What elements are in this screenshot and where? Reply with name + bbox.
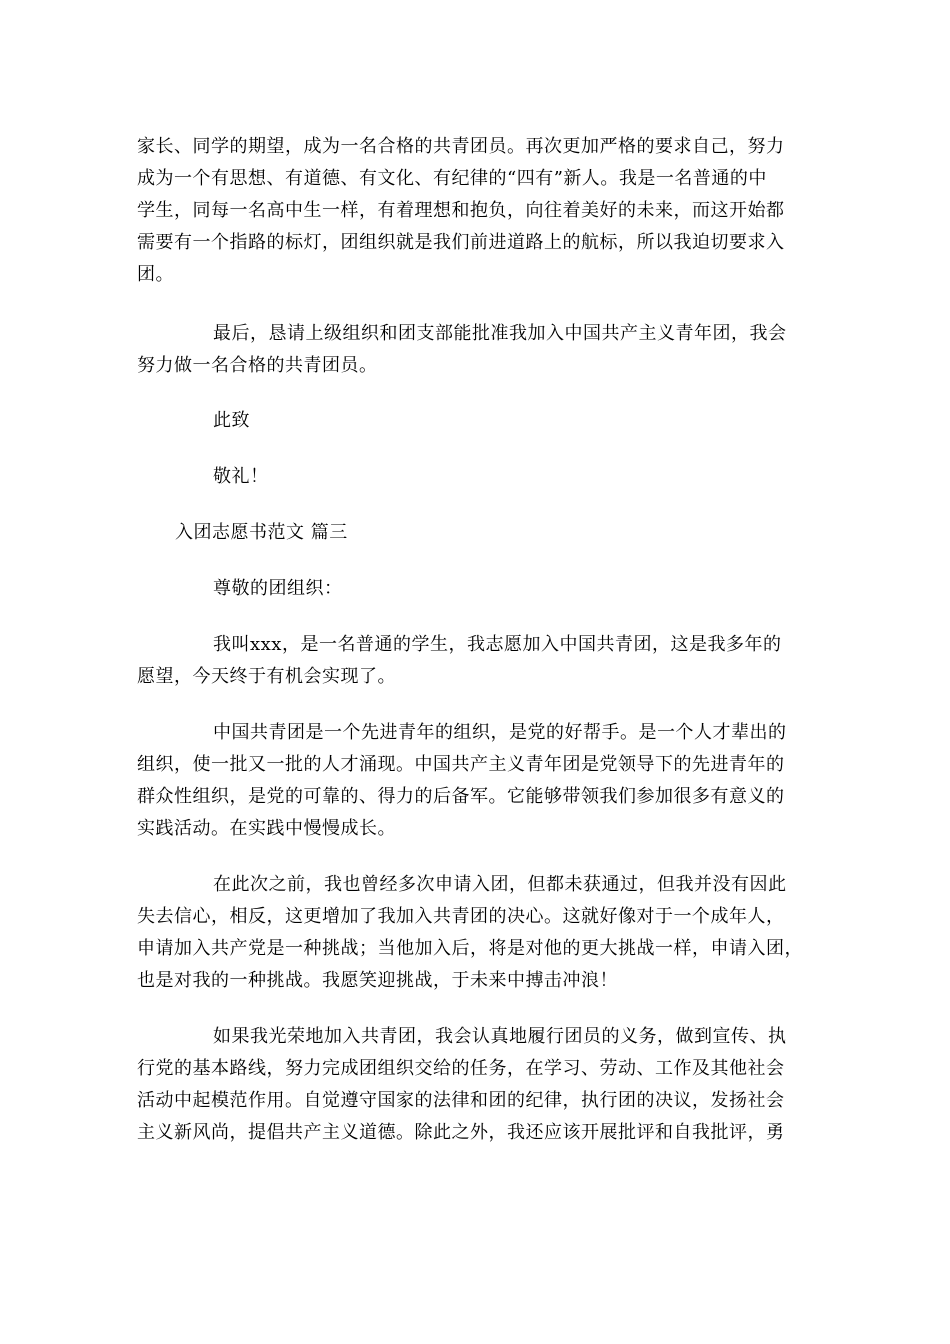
text-line: 中国共青团是一个先进青年的组织，是党的好帮手。是一个人才辈出的 — [213, 722, 787, 743]
text-line: 群众性组织，是党的可靠的、得力的后备军。它能够带领我们参加很多有意义的 — [137, 786, 785, 807]
text-line: 行党的基本路线，努力完成团组织交给的任务，在学习、劳动、工作及其他社会 — [137, 1058, 785, 1079]
section-heading — [137, 517, 855, 549]
text-line: 敬礼！ — [213, 466, 269, 487]
text-line: 活动中起模范作用。自觉遵守国家的法律和团的纪律，执行团的决议，发扬社会 — [137, 1090, 785, 1111]
paragraph-request — [137, 318, 893, 382]
paragraph-league-description — [137, 717, 893, 845]
paragraph-commitment — [137, 1021, 893, 1149]
text-line: 尊敬的团组织： — [213, 578, 343, 599]
closing-regards — [137, 461, 893, 493]
text-line: 主义新风尚，提倡共产主义道德。除此之外，我还应该开展批评和自我批评，勇 — [137, 1122, 785, 1143]
text-line: 努力做一名合格的共青团员。 — [137, 355, 378, 376]
text-line: 失去信心，相反，这更增加了我加入共青团的决心。这就好像对于一个成年人， — [137, 906, 785, 927]
text-line: 如果我光荣地加入共青团，我会认真地履行团员的义务，做到宣传、执 — [213, 1026, 787, 1047]
text-line: 最后，恳请上级组织和团支部能批准我加入中国共产主义青年团，我会 — [213, 323, 787, 344]
text-line: 家长、同学的期望，成为一名合格的共青团员。再次更加严格的要求自己，努力 — [137, 136, 785, 157]
paragraph-previous-applications — [137, 869, 893, 997]
text-line: 学生，同每一名高中生一样，有着理想和抱负，向往着美好的未来，而这开始都 — [137, 200, 785, 221]
text-line: 入团志愿书范文 篇三 — [175, 522, 348, 543]
text-line: 组织，使一批又一批的人才涌现。中国共产主义青年团是党领导下的先进青年的 — [137, 754, 785, 775]
text-line: 需要有一个指路的标灯，团组织就是我们前进道路上的航标，所以我迫切要求入 — [137, 232, 785, 253]
text-line: 此致 — [213, 410, 250, 431]
closing-salutation — [137, 405, 893, 437]
text-line: 我叫xxx，是一名普通的学生，我志愿加入中国共青团，这是我多年的 — [213, 634, 782, 655]
text-line: 在此次之前，我也曾经多次申请入团，但都未获通过，但我并没有因此 — [213, 874, 787, 895]
paragraph-aspiration — [137, 131, 817, 291]
paragraph-introduction — [137, 629, 893, 693]
text-line: 也是对我的一种挑战。我愿笑迎挑战，于未来中搏击冲浪！ — [137, 970, 618, 991]
text-line: 申请加入共产党是一种挑战；当他加入后，将是对他的更大挑战一样，申请入团， — [137, 938, 803, 959]
text-line: 愿望，今天终于有机会实现了。 — [137, 666, 396, 687]
text-line: 团。 — [137, 264, 174, 285]
text-line: 实践活动。在实践中慢慢成长。 — [137, 818, 396, 839]
letter-greeting — [137, 573, 893, 605]
text-line: 成为一个有思想、有道德、有文化、有纪律的“四有”新人。我是一名普通的中 — [137, 168, 767, 189]
